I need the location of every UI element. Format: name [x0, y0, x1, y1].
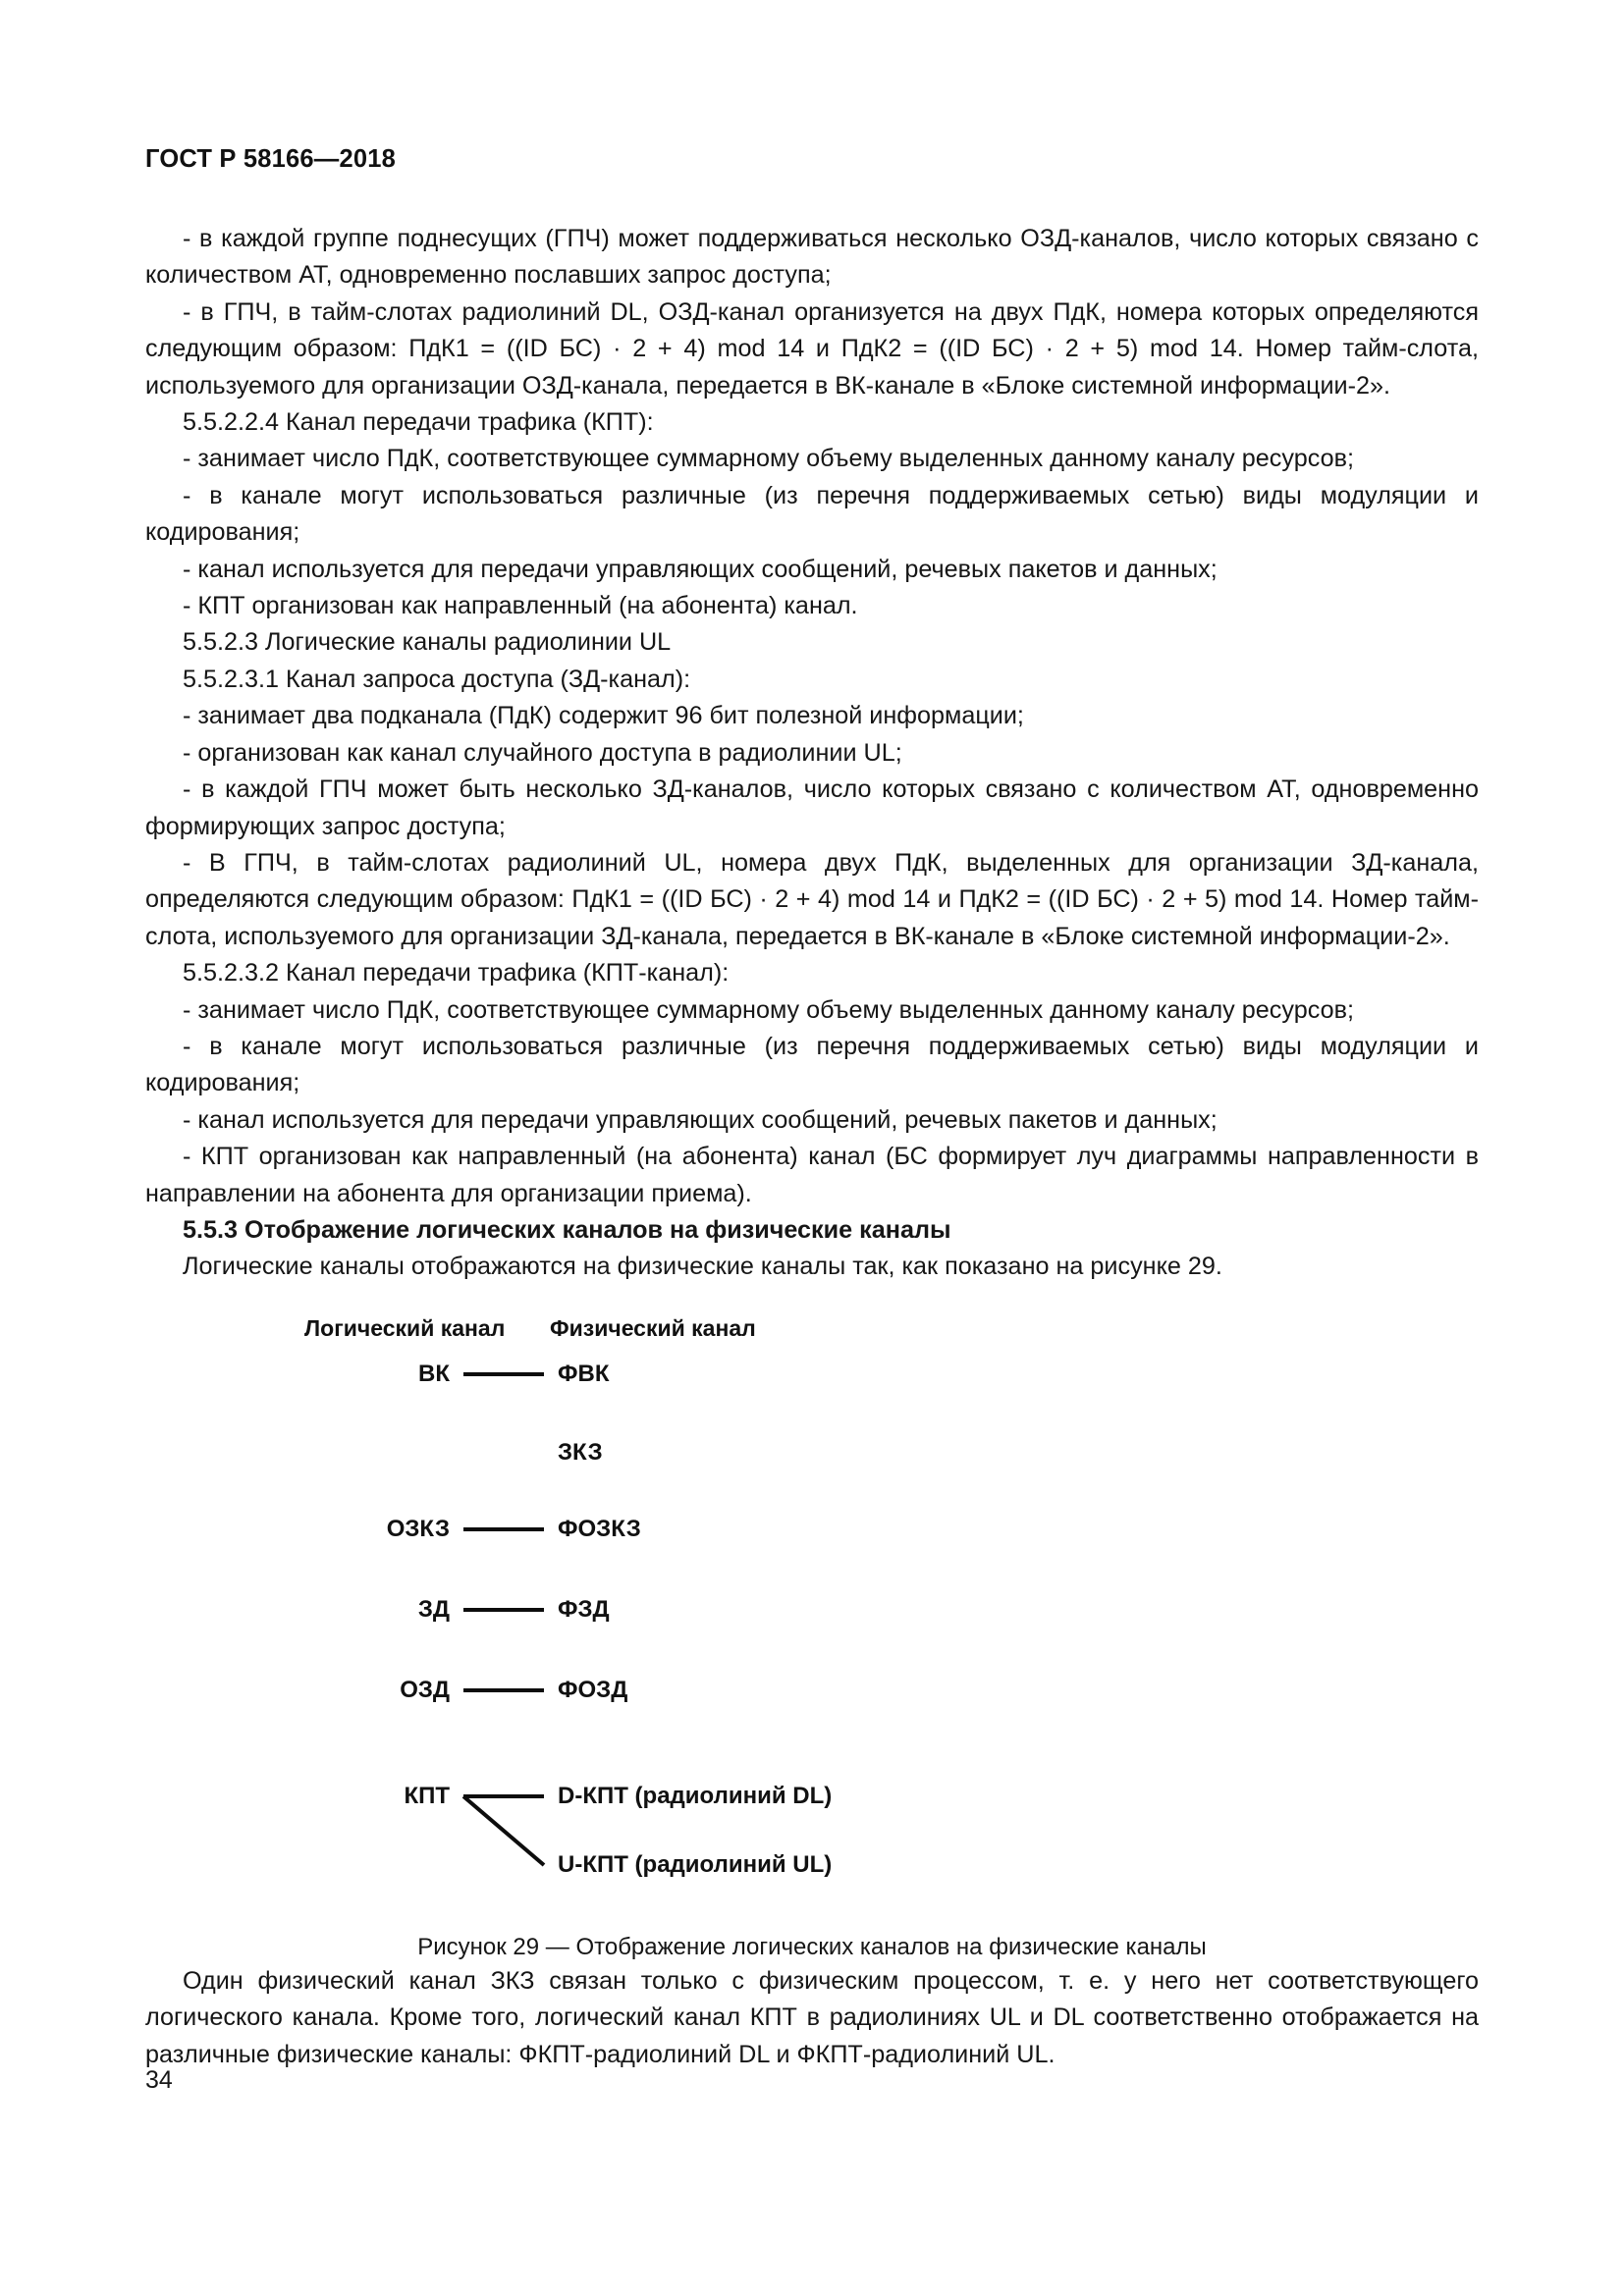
physical-channel-node: ЗКЗ: [558, 1439, 603, 1466]
paragraph: - канал используется для передачи управляющих сообщений, речевых пакетов и данных;: [183, 555, 1218, 583]
page-number: 34: [145, 2066, 173, 2094]
physical-channel-node: ФОЗКЗ: [558, 1516, 641, 1542]
figure-29: [145, 1315, 1479, 1960]
column-heading-physical: Физический канал: [550, 1315, 756, 1341]
logical-channel-node: ЗД: [417, 1596, 450, 1623]
paragraph: - организован как канал случайного доступа в радиолинии UL;: [183, 738, 902, 767]
paragraph: - в каждой ГПЧ может быть несколько ЗД-каналов, число которых связано с количеством АТ, одновременно формирующих запрос доступа;: [145, 775, 1479, 840]
paragraph: 5.5.2.3.2 Канал передачи трафика (КПТ-канал):: [183, 959, 730, 988]
paragraph: - занимает два подканала (ПдК) содержит 96 бит полезной информации;: [183, 702, 1024, 730]
paragraph: - в каждой группе поднесущих (ГПЧ) может поддерживаться несколько ОЗД-каналов, число которых связано с количеством АТ, одновременно пославших запрос доступа;: [145, 225, 1479, 290]
paragraph: Один физический канал ЗКЗ связан только с физическим процессом, т. е. у него нет соответствующего логического канала. Кроме того, логический канал КПТ в радиолиниях UL и DL соответственно отображается на различные физические каналы: ФКПТ-радиолиний DL и ФКПТ-радиолиний UL.: [145, 1967, 1479, 2068]
physical-channel-node: ФОЗД: [558, 1677, 628, 1703]
paragraph: - занимает число ПдК, соответствующее суммарному объему выделенных данному каналу ресурсов;: [183, 995, 1354, 1024]
paragraph: - КПТ организован как направленный (на абонента) канал (БС формирует луч диаграммы направленности в направлении на абонента для организации приема).: [145, 1143, 1479, 1207]
figure-canvas: [145, 1315, 1479, 1904]
paragraph: 5.5.2.3.1 Канал запроса доступа (ЗД-канал):: [183, 665, 691, 693]
body-text-column: [145, 221, 1479, 1286]
channel-mapping-lines: [145, 1315, 1479, 1904]
logical-channel-node: КПТ: [404, 1783, 450, 1809]
physical-channel-node: D-КПТ (радиолиний DL): [558, 1783, 833, 1809]
logical-channel-node: ВК: [418, 1361, 450, 1387]
logical-channel-node: ОЗД: [400, 1677, 450, 1703]
paragraph: - занимает число ПдК, соответствующее суммарному объему выделенных данному каналу ресурсов;: [183, 445, 1354, 473]
physical-channel-node: U-КПТ (радиолиний UL): [558, 1851, 833, 1878]
column-heading-logical: Логический канал: [304, 1315, 506, 1341]
paragraph: - в канале могут использоваться различные (из перечня поддерживаемых сетью) виды модуляции и кодирования;: [145, 481, 1479, 547]
physical-channel-node: ФВК: [558, 1361, 610, 1387]
paragraph: 5.5.2.2.4 Канал передачи трафика (КПТ):: [183, 408, 654, 437]
logical-channel-node: ОЗКЗ: [386, 1516, 450, 1542]
paragraph: - канал используется для передачи управляющих сообщений, речевых пакетов и данных;: [183, 1105, 1218, 1134]
paragraph: - КПТ организован как направленный (на абонента) канал.: [183, 592, 858, 620]
figure-caption: Рисунок 29 — Отображение логических каналов на физические каналы: [417, 1934, 1207, 1960]
paragraph: 5.5.2.3 Логические каналы радиолинии UL: [183, 628, 672, 657]
channel-connector-line: [463, 1796, 544, 1865]
paragraph: - В ГПЧ, в тайм-слотах радиолиний UL, номера двух ПдК, выделенных для организации ЗД-канала, определяются следующим образом: ПдК1 = ((ID БС) · 2 + 4) mod 14 и ПдК2 = ((ID БС) · 2 + 5) mod 14. Номер тайм-слота, используемого для организации ЗД-канала, передается в ВК-канале в «Блоке системной информации-2».: [145, 848, 1479, 950]
running-header-standard-id: ГОСТ Р 58166—2018: [145, 145, 397, 173]
closing-text-column: [145, 1963, 1479, 2073]
paragraph: - в ГПЧ, в тайм-слотах радиолиний DL, ОЗД-канал организуется на двух ПдК, номера которых определяются следующим образом: ПдК1 = ((ID БС) · 2 + 4) mod 14 и ПдК2 = ((ID БС) · 2 + 5) mod 14. Номер тайм-слота, используемого для организации ОЗД-канала, передается в ВК-канале в «Блоке системной информации-2».: [145, 297, 1479, 400]
section-heading: 5.5.3 Отображение логических каналов на физические каналы: [183, 1215, 951, 1244]
figure-intro-sentence: Логические каналы отображаются на физические каналы так, как показано на рисунке 29.: [183, 1253, 1222, 1281]
paragraph: - в канале могут использоваться различные (из перечня поддерживаемых сетью) виды модуляции и кодирования;: [145, 1032, 1479, 1097]
physical-channel-node: ФЗД: [558, 1596, 610, 1623]
